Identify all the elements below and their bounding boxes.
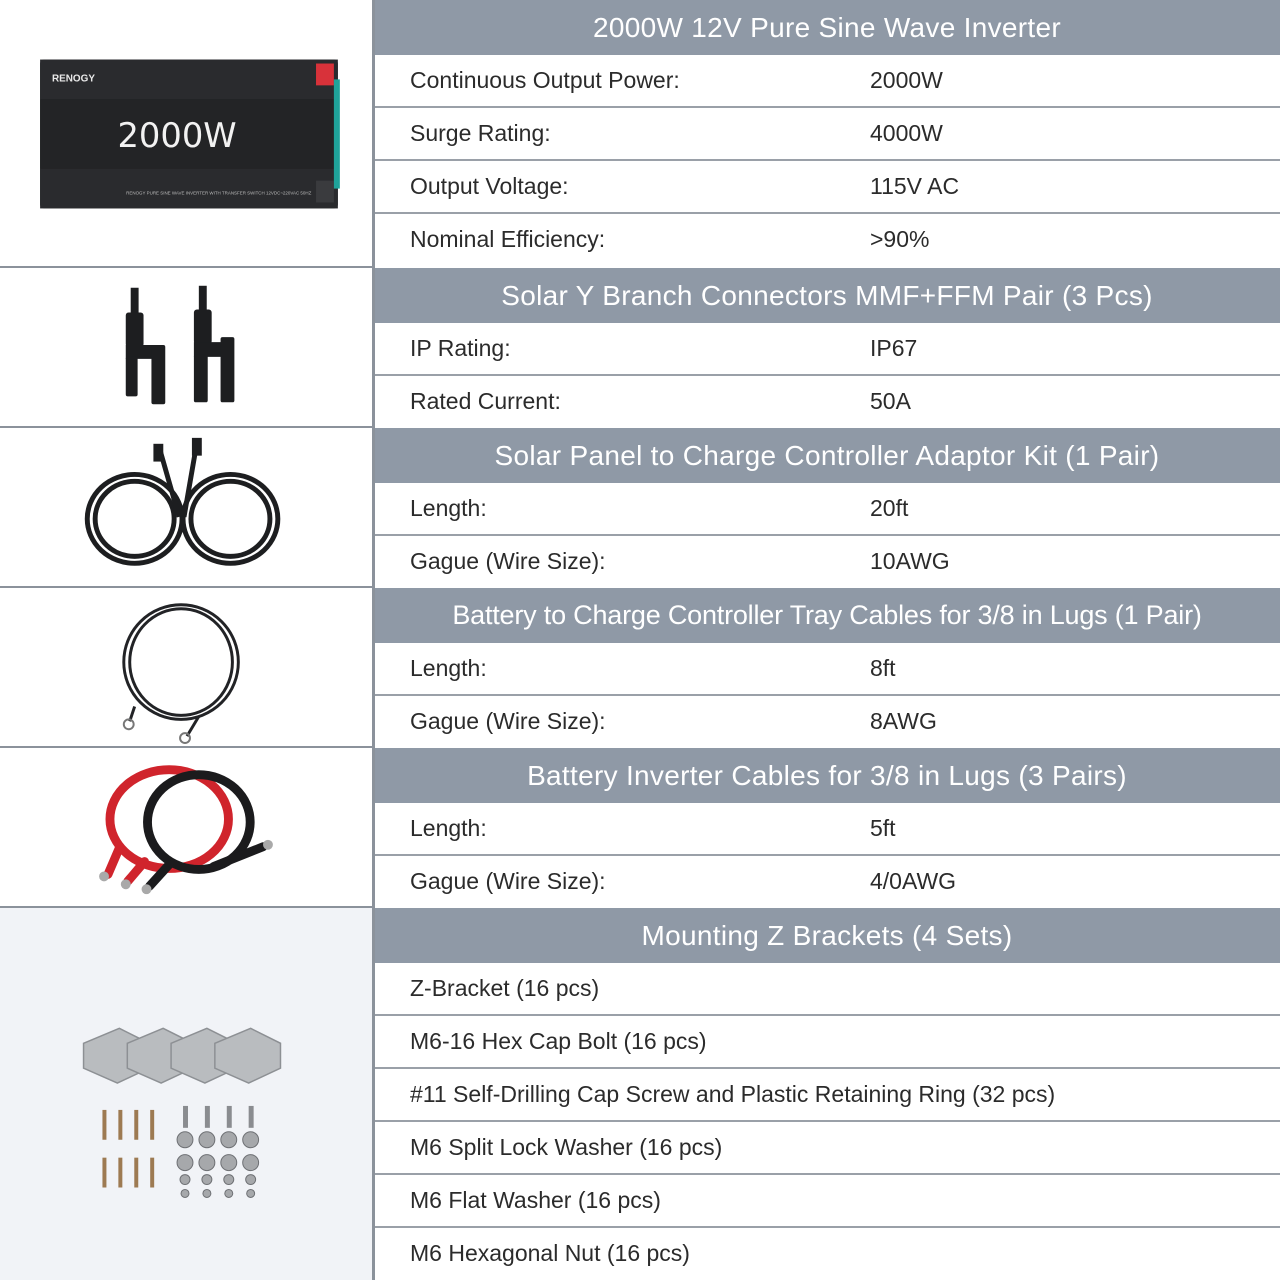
inverter-label-text: RENOGY PURE SINE WAVE INVERTER WITH TRANSFER SWITCH 12VDC~220VAC 50HZ [126, 190, 312, 196]
column-divider [373, 0, 375, 1280]
spec-row [374, 963, 1280, 1016]
spec-row [374, 803, 1280, 856]
spec-label: M6 Hexagonal Nut (16 pcs) [410, 1240, 690, 1266]
spec-row [374, 1069, 1280, 1122]
brand-logo: RENOGY [52, 73, 95, 85]
inverter-cables-image [0, 748, 374, 908]
spec-value: 115V AC [870, 173, 960, 199]
spec-value: 50A [870, 388, 911, 414]
spec-row [374, 1228, 1280, 1280]
adaptor-kit-image [0, 428, 374, 588]
spec-label: Nominal Efficiency: [410, 226, 606, 252]
spec-value: 8ft [870, 655, 896, 681]
spec-row [374, 108, 1280, 161]
spec-label: M6 Flat Washer (16 pcs) [410, 1187, 661, 1213]
spec-label: #11 Self-Drilling Cap Screw and Plastic Retaining Ring (32 pcs) [410, 1081, 1056, 1107]
tray-cable-icon [0, 588, 372, 746]
spec-label: M6 Split Lock Washer (16 pcs) [410, 1134, 723, 1160]
inverter-icon [0, 0, 372, 266]
spec-label: IP Rating: [410, 335, 511, 361]
spec-row [374, 55, 1280, 108]
section-title-tray-cables: Battery to Charge Controller Tray Cables for 3/8 in Lugs (1 Pair) [374, 588, 1280, 643]
spec-value: IP67 [870, 335, 918, 361]
z-bracket-hardware-icon [0, 908, 372, 1280]
spec-value: 5ft [870, 815, 896, 841]
spec-row [374, 643, 1280, 696]
spec-value: 8AWG [870, 708, 937, 734]
spec-label: Length: [410, 655, 487, 681]
spec-value: 20ft [870, 495, 909, 521]
spec-row [374, 1016, 1280, 1069]
section-title-inverter-cables: Battery Inverter Cables for 3/8 in Lugs (3 Pairs) [374, 748, 1280, 803]
spec-row [374, 856, 1280, 908]
spec-label: Continuous Output Power: [410, 67, 680, 93]
spec-label: M6-16 Hex Cap Bolt (16 pcs) [410, 1028, 707, 1054]
spec-label: Length: [410, 495, 487, 521]
z-brackets-image [0, 908, 374, 1280]
spec-row [374, 1122, 1280, 1175]
tray-cables-image [0, 588, 374, 748]
spec-row [374, 161, 1280, 214]
spec-label: Gague (Wire Size): [410, 548, 606, 574]
spec-label: Gague (Wire Size): [410, 708, 606, 734]
spec-row [374, 696, 1280, 748]
spec-row [374, 483, 1280, 536]
spec-label: Rated Current: [410, 388, 561, 414]
adaptor-cable-icon [0, 428, 372, 586]
spec-value: 10AWG [870, 548, 950, 574]
y-branch-image [0, 268, 374, 428]
section-title-y-branch: Solar Y Branch Connectors MMF+FFM Pair (3 Pcs) [374, 268, 1280, 323]
y-branch-connector-icon [0, 268, 372, 426]
spec-value: >90% [870, 226, 930, 252]
spec-label: Surge Rating: [410, 120, 551, 146]
spec-value: 4/0AWG [870, 868, 957, 894]
spec-label: Gague (Wire Size): [410, 868, 606, 894]
inverter-cable-icon [0, 748, 372, 906]
spec-label: Z-Bracket (16 pcs) [410, 975, 600, 1001]
section-title-inverter: 2000W 12V Pure Sine Wave Inverter [374, 0, 1280, 55]
spec-value: 2000W [870, 67, 943, 93]
inverter-display-text: 2000W [117, 115, 237, 155]
spec-row [374, 536, 1280, 588]
spec-row [374, 323, 1280, 376]
section-title-z-brackets: Mounting Z Brackets (4 Sets) [374, 908, 1280, 963]
spec-row [374, 376, 1280, 428]
spec-label: Length: [410, 815, 487, 841]
spec-row [374, 214, 1280, 267]
spec-value: 4000W [870, 120, 943, 146]
inverter-image [0, 0, 374, 268]
section-title-adaptor-kit: Solar Panel to Charge Controller Adaptor Kit (1 Pair) [374, 428, 1280, 483]
spec-row [374, 1175, 1280, 1228]
spec-label: Output Voltage: [410, 173, 569, 199]
